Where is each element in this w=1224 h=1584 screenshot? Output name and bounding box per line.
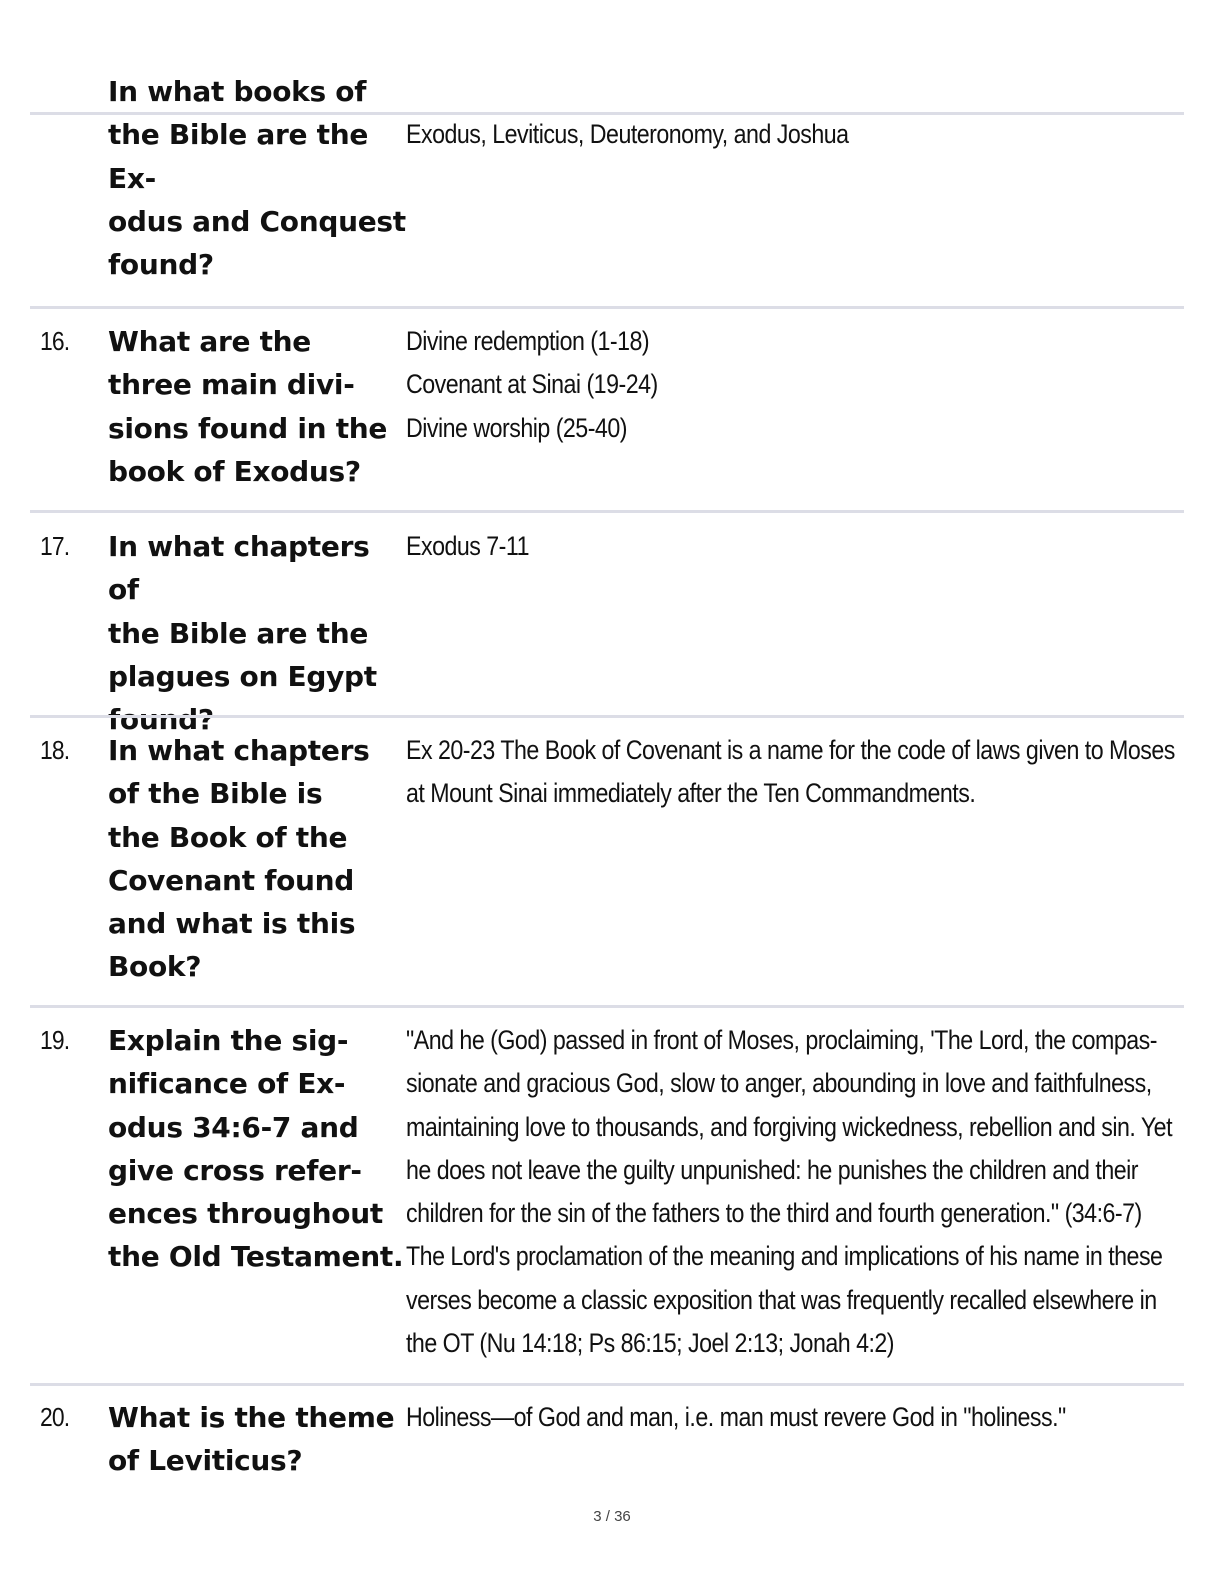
answer-text: Exodus, Leviticus, Deuteronomy, and Joshua <box>406 119 849 149</box>
question-number: 18. <box>40 735 70 765</box>
answer-text: Exodus 7-11 <box>406 531 529 561</box>
question-number: 19. <box>40 1025 70 1055</box>
question-number: 17. <box>40 531 70 561</box>
question-text: In what chapters of the Bible is the Book of the Covenant found and what is this Book? <box>108 734 370 984</box>
row-divider <box>30 510 1184 513</box>
question-text: In what books of the Bible are the Ex- odus and Conquest found? <box>108 75 406 282</box>
answer-text: "And he (God) passed in front of Moses, proclaiming, 'The Lord, the compas- sionate and gracious God, slow to anger, abounding in love and faithfulness, maintaining love to thousands, and forgiving wickedness, rebellion and sin. Yet he does not leave the guilty unpunished: he punishes the children and their children for the sin of the fathers to the third and fourth generation." (34:6-7) The Lord's proclamation of the meaning and implications of his name in these verses become a classic exposition that was frequently recalled elsewhere in the OT (Nu 14:18; Ps 86:15; Joel 2:13; Jonah 4:2) <box>406 1025 1173 1359</box>
question-text: What are the three main divi- sions found in the book of Exodus? <box>108 325 388 488</box>
answer-text: Holiness—of God and man, i.e. man must revere God in "holiness." <box>406 1402 1066 1432</box>
row-divider <box>30 306 1184 309</box>
question-text: What is the theme of Leviticus? <box>108 1401 395 1478</box>
question-text: In what chapters of the Bible are the plagues on Egypt found? <box>108 530 377 737</box>
row-divider <box>30 1005 1184 1008</box>
row-divider <box>30 1383 1184 1386</box>
question-number: 20. <box>40 1402 70 1432</box>
answer-text: Divine redemption (1-18) Covenant at Sinai (19-24) Divine worship (25-40) <box>406 326 658 443</box>
question-number: 16. <box>40 326 70 356</box>
row-divider <box>30 715 1184 718</box>
question-text: Explain the sig- nificance of Ex- odus 34:6-7 and give cross refer- ences throughout the Old Testament. <box>108 1024 404 1274</box>
page-indicator: 3 / 36 <box>593 1508 631 1525</box>
answer-text: Ex 20-23 The Book of Covenant is a name for the code of laws given to Moses at Mount Sinai immediately after the Ten Commandments. <box>406 735 1175 809</box>
